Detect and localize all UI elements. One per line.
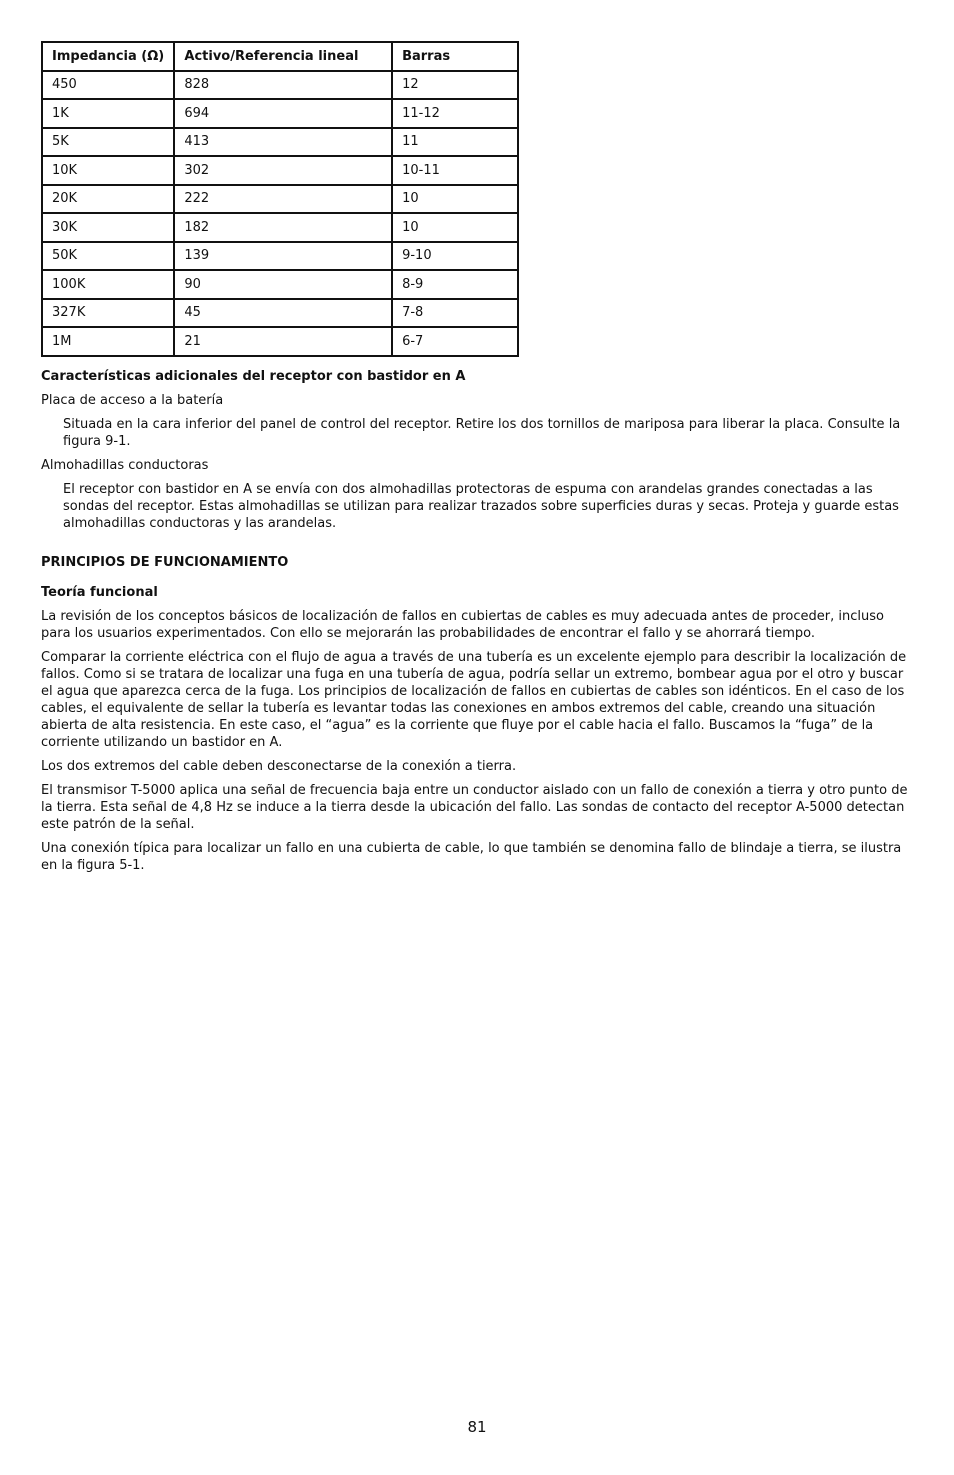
- table-header-impedance: Impedancia (Ω): [42, 42, 174, 71]
- impedance-cell: 10K: [42, 156, 174, 185]
- impedance-cell: 1K: [42, 99, 174, 128]
- conductive-pads-description: El receptor con bastidor en A se envía con dos almohadillas protectoras de espuma con arandelas grandes conectadas a las sondas del receptor. Estas almohadillas se utilizan para realizar trazados sobre superficies duras y secas. Proteja y guarde estas almohadillas conductoras y las arandelas.: [63, 481, 899, 531]
- paragraph-2: Comparar la corriente eléctrica con el flujo de agua a través de una tubería es un excelente ejemplo para describir la localización de fallos. Como si se tratara de localizar una fuga en una tubería de agua, podría sellar un extremo, bombear agua por el otro y buscar el agua que aparezca cerca de la fuga. Los principios de localización de fallos en cubiertas de cables son idénticos. En el caso de los cables, el equivalente de sellar la tubería es levantar todas las conexiones en ambos extremos del cable, creando una situación abierta de alta resistencia. En este caso, el “agua” es la corriente que fluye por el cable hacia el fallo. Buscamos la “fuga” de la corriente utilizando un bastidor en A.: [41, 649, 907, 750]
- table-row: [42, 299, 518, 328]
- bars-cell: 8-9: [392, 270, 518, 299]
- active-reference-cell: 139: [174, 242, 392, 271]
- active-reference-cell: 21: [174, 327, 392, 356]
- impedance-cell: 450: [42, 71, 174, 100]
- table-row: [42, 128, 518, 157]
- table-row: [42, 156, 518, 185]
- active-reference-cell: 828: [174, 71, 392, 100]
- bars-cell: 7-8: [392, 299, 518, 328]
- paragraph-4: El transmisor T-5000 aplica una señal de frecuencia baja entre un conductor aislado con un fallo de conexión a tierra y otro punto de la tierra. Esta señal de 4,8 Hz se induce a la tierra desde la ubicación del fallo. Las sondas de contacto del receptor A-5000 detectan este patrón de la señal.: [41, 782, 908, 832]
- paragraph-3: Los dos extremos del cable deben desconectarse de la conexión a tierra.: [41, 758, 517, 774]
- bars-cell: 12: [392, 71, 518, 100]
- impedance-cell: 1M: [42, 327, 174, 356]
- bars-cell: 11: [392, 128, 518, 157]
- bars-cell: 10-11: [392, 156, 518, 185]
- impedance-cell: 30K: [42, 213, 174, 242]
- bars-cell: 6-7: [392, 327, 518, 356]
- table-row: [42, 327, 518, 356]
- active-reference-cell: 222: [174, 185, 392, 214]
- table-header-bars: Barras: [392, 42, 518, 71]
- principles-heading: PRINCIPIOS DE FUNCIONAMIENTO: [41, 554, 289, 570]
- impedance-cell: 5K: [42, 128, 174, 157]
- active-reference-cell: 302: [174, 156, 392, 185]
- paragraph-1: La revisión de los conceptos básicos de localización de fallos en cubiertas de cables es muy adecuada antes de proceder, incluso para los usuarios experimentados. Con ello se mejorarán las probabilidades de encontrar el fallo y se ahorrará tiempo.: [41, 608, 884, 641]
- active-reference-cell: 45: [174, 299, 392, 328]
- page-content: [41, 41, 915, 874]
- table-row: [42, 270, 518, 299]
- impedance-cell: 100K: [42, 270, 174, 299]
- impedance-cell: 50K: [42, 242, 174, 271]
- features-heading: Características adicionales del receptor con bastidor en A: [41, 368, 466, 384]
- table-row: [42, 71, 518, 100]
- battery-plate-title: Placa de acceso a la batería: [41, 392, 224, 408]
- bars-cell: 11-12: [392, 99, 518, 128]
- bars-cell: 10: [392, 185, 518, 214]
- table-row: [42, 242, 518, 271]
- active-reference-cell: 413: [174, 128, 392, 157]
- paragraph-5: Una conexión típica para localizar un fallo en una cubierta de cable, lo que también se denomina fallo de blindaje a tierra, se ilustra en la figura 5-1.: [41, 840, 902, 873]
- impedance-table: [41, 41, 519, 357]
- conductive-pads-title: Almohadillas conductoras: [41, 457, 209, 473]
- table-row: [42, 213, 518, 242]
- active-reference-cell: 182: [174, 213, 392, 242]
- impedance-cell: 20K: [42, 185, 174, 214]
- table-body: [42, 71, 518, 356]
- functional-theory-heading: Teoría funcional: [41, 584, 158, 600]
- battery-plate-description: Situada en la cara inferior del panel de control del receptor. Retire los dos tornillos de mariposa para liberar la placa. Consulte la figura 9-1.: [63, 416, 901, 449]
- page-number: 81: [467, 1418, 487, 1436]
- table-header-row: [42, 42, 518, 71]
- bars-cell: 10: [392, 213, 518, 242]
- active-reference-cell: 694: [174, 99, 392, 128]
- table-row: [42, 185, 518, 214]
- impedance-cell: 327K: [42, 299, 174, 328]
- table-row: [42, 99, 518, 128]
- bars-cell: 9-10: [392, 242, 518, 271]
- active-reference-cell: 90: [174, 270, 392, 299]
- table-header-active-reference: Activo/Referencia lineal: [174, 42, 392, 71]
